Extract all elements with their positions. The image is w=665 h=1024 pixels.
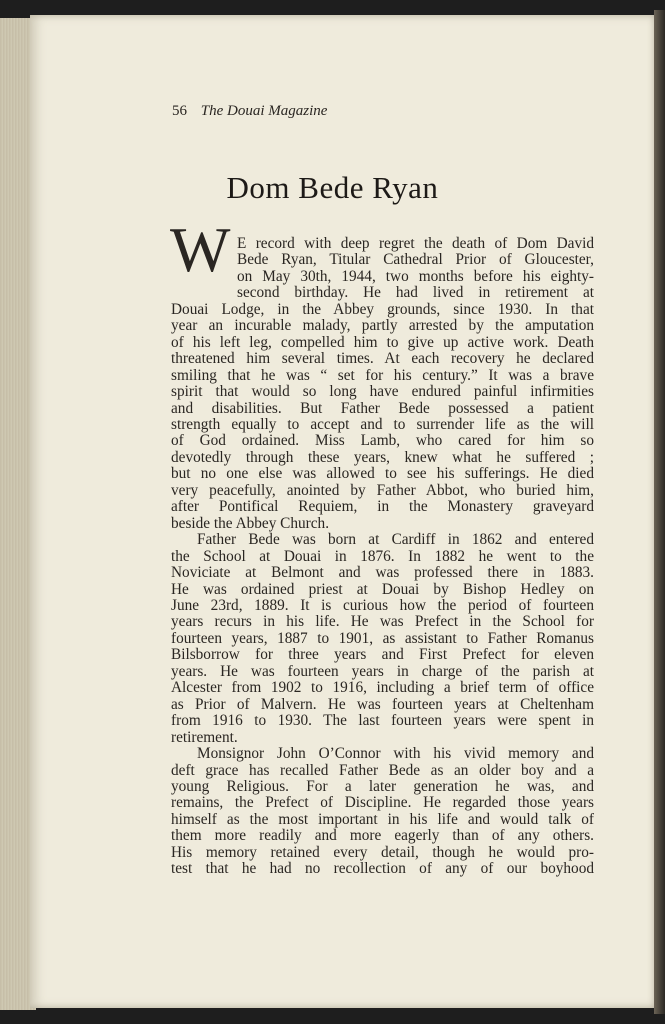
running-head xyxy=(172,103,327,120)
text-line: after Pontifical Requiem, in the Monastery graveyard xyxy=(171,498,594,516)
text-line: His memory retained every detail, though he would pro- xyxy=(171,843,594,861)
text-line: June 23rd, 1889. It is curious how the period of fourteen xyxy=(171,596,594,614)
text-line: Bilsborrow for three years and First Prefect for eleven xyxy=(171,646,594,664)
page-number: 56 xyxy=(172,103,187,119)
text-line: fourteen years, 1887 to 1901, as assistant to Father Romanus xyxy=(171,629,594,647)
drop-cap: W xyxy=(170,214,231,285)
text-line: strength equally to accept and to surrender life as the will xyxy=(171,415,594,433)
paragraph-recollection xyxy=(171,746,594,878)
lead-paragraph xyxy=(171,236,594,532)
article-body xyxy=(171,236,594,878)
text-line: from 1916 to 1930. The last fourteen years were spent in xyxy=(171,712,594,730)
text-line: years. He was fourteen years in charge of the parish at xyxy=(171,662,594,680)
text-line: test that he had no recollection of any of our boyhood xyxy=(171,860,594,878)
text-line: Alcester from 1902 to 1916, including a brief term of office xyxy=(171,679,594,697)
text-line: of God ordained. Miss Lamb, who cared for him so xyxy=(171,432,594,450)
text-line: of his left leg, compelled him to give up active work. Death xyxy=(171,333,594,351)
text-line: years recurs in his life. He was Prefect in the School for xyxy=(171,613,594,631)
text-line: He was ordained priest at Douai by Bishop Hedley on xyxy=(171,580,594,598)
paragraph-biography xyxy=(171,532,594,746)
binding-edge xyxy=(654,10,665,1014)
text-line: Monsignor John O’Connor with his vivid memory and xyxy=(197,745,594,763)
text-line: and disabilities. But Father Bede possessed a patient xyxy=(171,399,594,417)
text-line: retirement. xyxy=(171,728,238,746)
publication-title: The Douai Magazine xyxy=(200,103,328,119)
text-line: as Prior of Malvern. He was fourteen years at Cheltenham xyxy=(171,695,594,713)
text-line: Father Bede was born at Cardiff in 1862 and entered xyxy=(197,531,594,549)
text-line: deft grace has recalled Father Bede as an older boy and a xyxy=(171,761,594,779)
text-line: Douai Lodge, in the Abbey grounds, since 1930. In that xyxy=(171,300,594,318)
text-line: young Religious. For a later generation he was, and xyxy=(171,777,594,795)
text-line: spirit that would so long have endured painful infirmities xyxy=(171,383,594,401)
text-line: second birthday. He had lived in retirement at xyxy=(237,284,594,302)
text-line: remains, the Prefect of Discipline. He regarded those years xyxy=(171,794,594,812)
article-title: Dom Bede Ryan xyxy=(226,170,439,205)
text-line: year an incurable malady, partly arrested by the amputation xyxy=(171,317,594,335)
text-line: himself as the most important in his life and would talk of xyxy=(171,810,594,828)
text-line: very peacefully, anointed by Father Abbot, who buried him, xyxy=(171,481,594,499)
text-line: the School at Douai in 1876. In 1882 he went to the xyxy=(171,547,594,565)
text-line: but no one else was allowed to see his sufferings. He died xyxy=(171,465,594,483)
text-line: devotedly through these years, knew what he suffered ; xyxy=(171,448,594,466)
text-line: Noviciate at Belmont and was professed there in 1883. xyxy=(171,564,594,582)
text-line: Bede Ryan, Titular Cathedral Prior of Gloucester, xyxy=(237,251,594,269)
text-line: smiling that he was “ set for his century.” It was a brave xyxy=(171,366,594,384)
text-line: E record with deep regret the death of Dom David xyxy=(237,235,594,252)
text-line: beside the Abbey Church. xyxy=(171,514,330,532)
text-line: on May 30th, 1944, two months before his eighty- xyxy=(237,267,594,285)
text-line: threatened him several times. At each recovery he declared xyxy=(171,350,594,368)
text-line: them more readily and more eagerly than of any others. xyxy=(171,827,594,845)
